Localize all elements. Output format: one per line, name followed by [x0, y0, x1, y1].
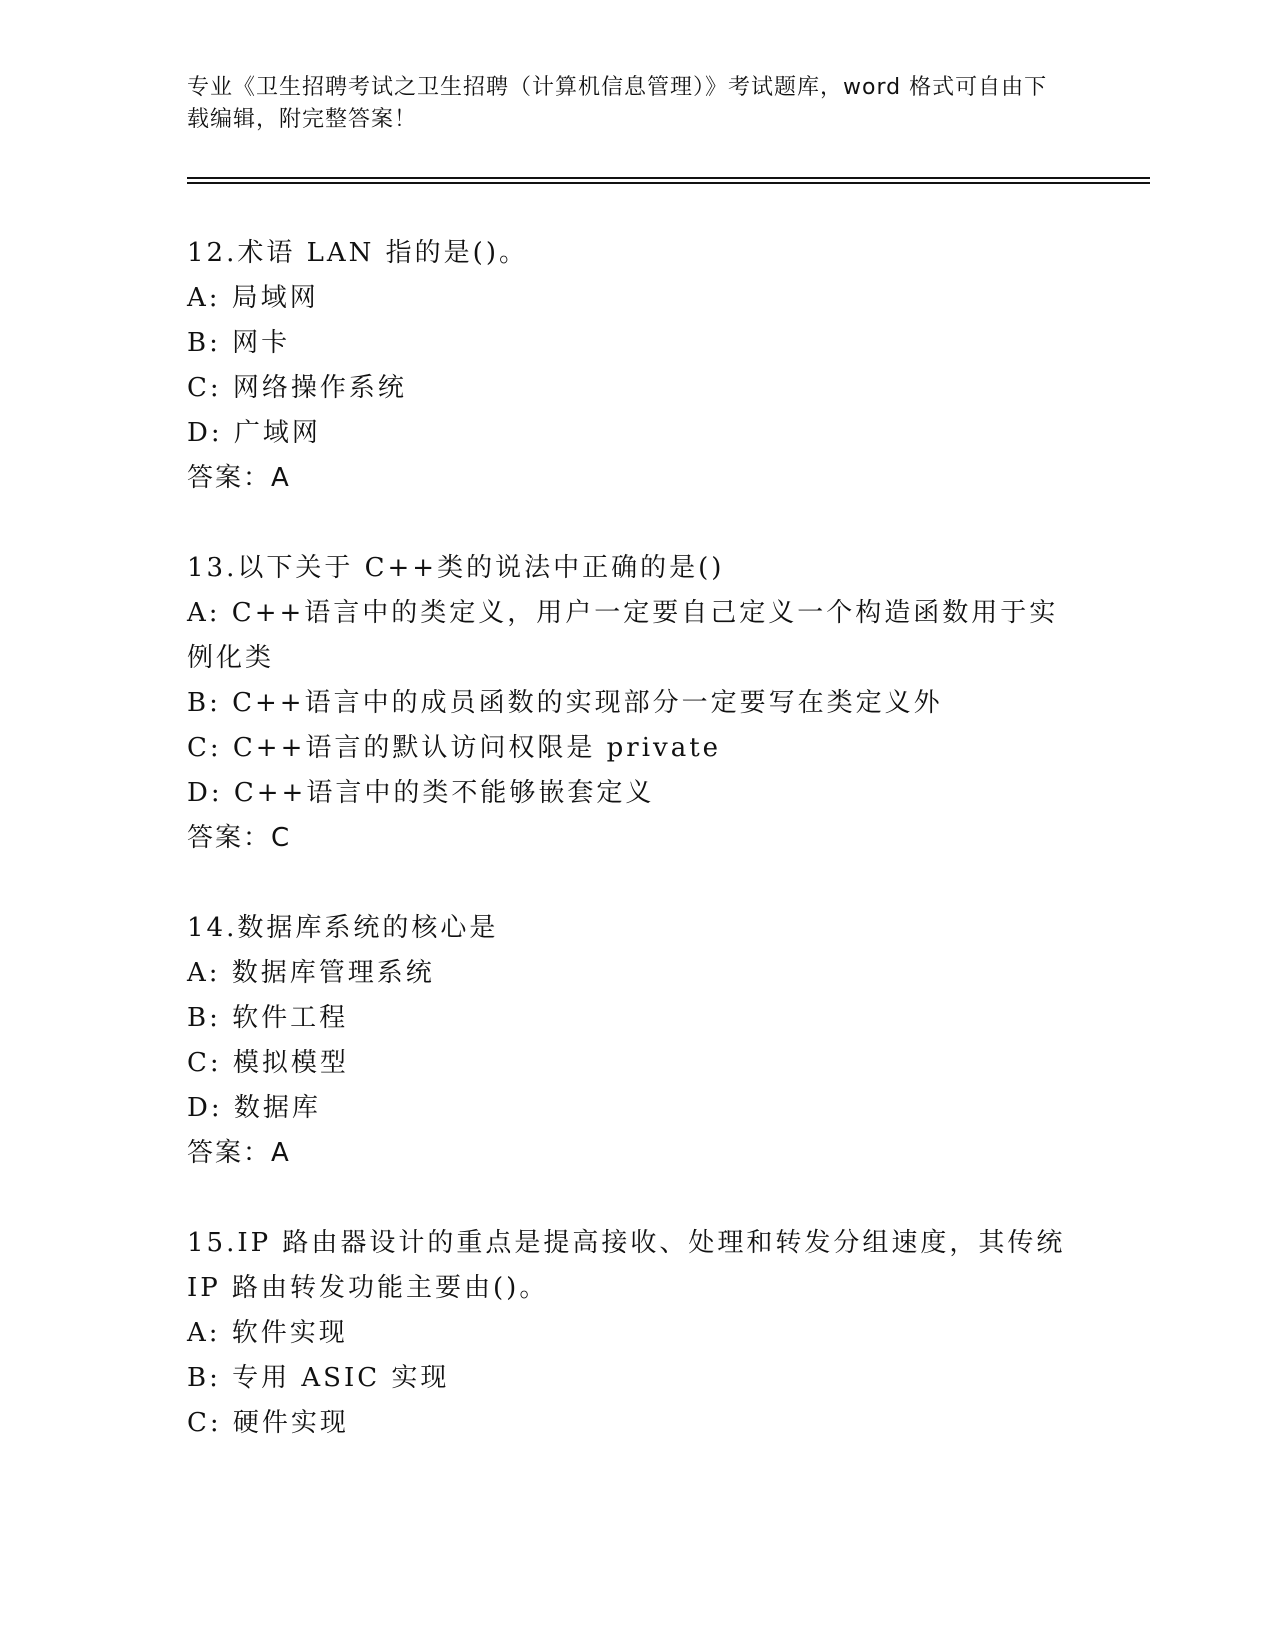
- document-header: [187, 72, 1067, 136]
- question-12: [187, 231, 1067, 501]
- option-b: B: 专用 ASIC 实现: [187, 1363, 450, 1393]
- header-rule-top: [187, 177, 1150, 179]
- option-a: A: C++语言中的类定义，用户一定要自己定义一个构造函数用于实例化类: [187, 598, 1059, 673]
- header-rule-bottom: [187, 182, 1150, 184]
- question-stem: 15.IP 路由器设计的重点是提高接收、处理和转发分组速度，其传统 IP 路由转发功能主要由()。: [187, 1228, 1066, 1303]
- option-c: C: 模拟模型: [187, 1048, 349, 1078]
- option-d: D: C++语言中的类不能够嵌套定义: [187, 778, 655, 808]
- answer-line: 答案：C: [187, 823, 292, 853]
- question-14: [187, 906, 1067, 1176]
- header-text: 专业《卫生招聘考试之卫生招聘（计算机信息管理）》考试题库，word 格式可自由下载编辑，附完整答案！: [187, 75, 1048, 132]
- answer-line: 答案：A: [187, 463, 291, 493]
- option-b: B: 软件工程: [187, 1003, 349, 1033]
- option-d: D: 广域网: [187, 418, 321, 448]
- question-15: [187, 1221, 1067, 1446]
- question-13: [187, 546, 1067, 861]
- option-c: C: 硬件实现: [187, 1408, 349, 1438]
- option-a: A: 数据库管理系统: [187, 958, 435, 988]
- option-c: C: C++语言的默认访问权限是 private: [187, 733, 722, 763]
- question-stem: 12.术语 LAN 指的是()。: [187, 238, 528, 268]
- option-a: A: 局域网: [187, 283, 319, 313]
- option-c: C: 网络操作系统: [187, 373, 407, 403]
- question-list: [187, 231, 1067, 1491]
- option-a: A: 软件实现: [187, 1318, 348, 1348]
- option-b: B: C++语言中的成员函数的实现部分一定要写在类定义外: [187, 688, 943, 718]
- option-d: D: 数据库: [187, 1093, 321, 1123]
- answer-line: 答案：A: [187, 1138, 291, 1168]
- question-stem: 14.数据库系统的核心是: [187, 913, 499, 943]
- question-stem: 13.以下关于 C++类的说法中正确的是(): [187, 553, 725, 583]
- option-b: B: 网卡: [187, 328, 291, 358]
